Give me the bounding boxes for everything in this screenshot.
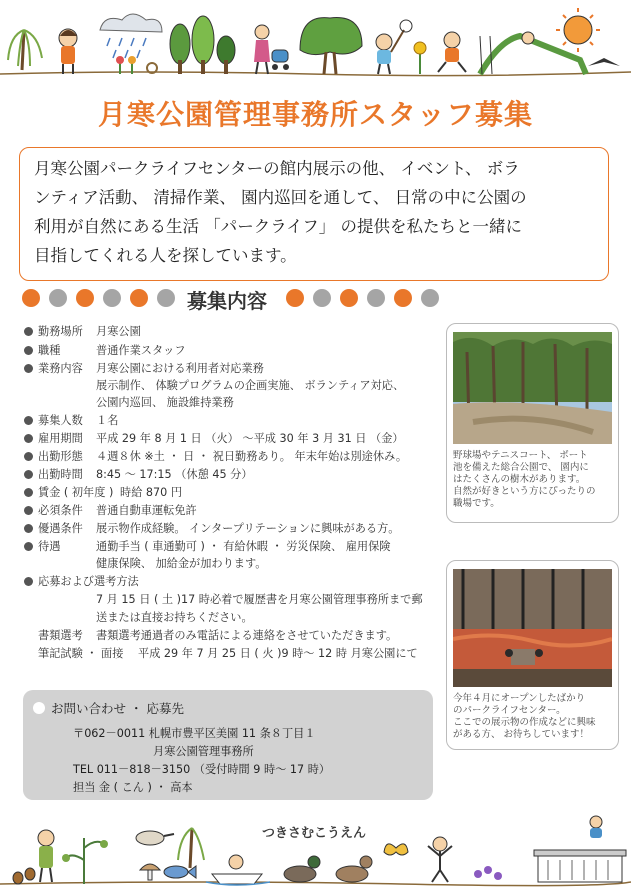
- section-heading: [22, 287, 442, 313]
- detail-value: 展示物作成経験。 インタープリテーションに興味がある方。: [96, 522, 400, 535]
- detail-value: 平成 29 年 7 月 25 日 ( 火 )9 時〜 12 時 月寒公園にて: [138, 647, 418, 660]
- detail-label: 優遇条件: [38, 522, 83, 535]
- caption-line: 池を備えた総合公園で、 園内に: [453, 462, 589, 473]
- park-photo-caption: [453, 450, 596, 510]
- contact-address: 〒062－0011 札幌市豊平区美園 11 条８丁目１: [73, 727, 316, 740]
- detail-value: 通勤手当 ( 車通勤可 ) ・ 有給休暇 ・ 労災保険、 雇用保険: [96, 540, 391, 553]
- detail-label: 出勤形態: [38, 450, 83, 463]
- caption-line: 今年４月にオープンしたばかり: [453, 693, 586, 704]
- caption-line: はたくさんの樹木があります。: [453, 474, 586, 485]
- bullet: [24, 524, 33, 533]
- intro-line: 月寒公園パークライフセンターの館内展示の他、 イベント、 ボラ: [34, 159, 520, 178]
- center-photo-caption: [453, 693, 596, 741]
- park-photo-card: [446, 323, 619, 523]
- decorative-dot: [421, 289, 439, 307]
- intro-box: [19, 147, 609, 281]
- caption-line: 自然が好きという方にぴったりの: [453, 486, 596, 497]
- caption-line: 職場です。: [453, 498, 500, 509]
- contact-tel: TEL 011－818－3150 （受付時間 9 時〜 17 時）: [73, 763, 331, 776]
- park-photo: [453, 332, 612, 444]
- detail-label: 書類選考: [38, 629, 83, 642]
- detail-label: 筆記試験 ・ 面接: [38, 647, 124, 660]
- decorative-dot: [49, 289, 67, 307]
- detail-value: 送または直接お持ちください。: [96, 611, 253, 624]
- caption-line: のパークライフセンター。: [453, 705, 566, 716]
- bullet: [24, 577, 33, 586]
- contact-person: 担当 金 ( こん ) ・ 高本: [73, 781, 193, 794]
- contact-heading: お問い合わせ ・ 応募先: [51, 701, 184, 716]
- detail-value: 月寒公園: [96, 325, 141, 338]
- detail-value: 書類選考通過者のみ電話による連絡をさせていただきます。: [96, 629, 398, 642]
- bullet: [24, 506, 33, 515]
- detail-value: 7 月 15 日 ( 土 )17 時必着で履歴書を月寒公園管理事務所まで郵: [96, 593, 423, 606]
- detail-label: 応募および選考方法: [38, 575, 139, 588]
- detail-value: 健康保険、 加給金が加わります。: [96, 557, 267, 570]
- caption-line: がある方、 お待ちしています！: [453, 729, 590, 740]
- decorative-dot: [286, 289, 304, 307]
- detail-label: 雇用期間: [38, 432, 83, 445]
- page-title: 月寒公園管理事務所スタッフ募集: [97, 98, 533, 131]
- intro-line: 目指してくれる人を探しています。: [34, 246, 297, 265]
- detail-value: 公園内巡回、 施設維持業務: [96, 396, 234, 409]
- detail-value: 平成 29 年 8 月 1 日 （火） 〜平成 30 年 3 月 31 日 （金）: [96, 432, 404, 445]
- bullet: [24, 488, 33, 497]
- park-brand-name: つきさむこうえん: [262, 826, 367, 841]
- decorative-dot: [157, 289, 175, 307]
- detail-value: 展示制作、 体験プログラムの企画実施、 ボランティア対応、: [96, 379, 405, 392]
- contact-box: [23, 690, 433, 800]
- decorative-dot: [367, 289, 385, 307]
- intro-line: 利用が自然にある生活 「パークライフ」 の提供を私たちと一緒に: [34, 217, 522, 236]
- contact-office: 月寒公園管理事務所: [153, 745, 254, 758]
- bullet: [33, 702, 45, 714]
- detail-label: 賃金 ( 初年度 ): [38, 486, 114, 499]
- decorative-dot: [313, 289, 331, 307]
- detail-label: 待遇: [38, 540, 61, 553]
- detail-label: 出勤時間: [38, 468, 83, 481]
- detail-label: 職種: [38, 344, 61, 357]
- top-illustration-banner: [0, 0, 631, 88]
- decorative-dot: [22, 289, 40, 307]
- bullet: [24, 346, 33, 355]
- center-photo-card: [446, 560, 619, 750]
- decorative-dot: [394, 289, 412, 307]
- bullet: [24, 542, 33, 551]
- intro-line: ンティア活動、 清掃作業、 園内巡回を通して、 日常の中に公園の: [34, 188, 527, 207]
- bullet: [24, 327, 33, 336]
- decorative-dot: [130, 289, 148, 307]
- bullet: [24, 416, 33, 425]
- bullet: [24, 434, 33, 443]
- detail-value: 普通作業スタッフ: [96, 344, 186, 357]
- detail-value: 月寒公園における利用者対応業務: [96, 362, 264, 375]
- detail-label: 募集人数: [38, 414, 83, 427]
- detail-value: 普通自動車運転免許: [96, 504, 197, 517]
- section-title: 募集内容: [187, 289, 267, 313]
- decorative-dot: [103, 289, 121, 307]
- park-life-center-building-icon: [534, 850, 626, 882]
- detail-label: 業務内容: [38, 362, 83, 375]
- park-life-center-photo: [453, 569, 612, 687]
- detail-label: 必須条件: [38, 504, 83, 517]
- decorative-dot: [76, 289, 94, 307]
- bullet: [24, 452, 33, 461]
- decorative-dot: [340, 289, 358, 307]
- detail-value: 時給 870 円: [120, 486, 183, 499]
- detail-value: 8:45 〜 17:15 （休憩 45 分）: [96, 468, 253, 481]
- bullet: [24, 364, 33, 373]
- caption-line: 野球場やテニスコート、 ボート: [453, 450, 588, 461]
- bullet: [24, 470, 33, 479]
- detail-label: 勤務場所: [38, 325, 83, 338]
- detail-value: ４週８休 ※土 ・ 日 ・ 祝日勤務あり。 年末年始は別途休み。: [96, 450, 408, 463]
- caption-line: ここでの展示物の作成などに興味: [453, 717, 596, 728]
- detail-value: １名: [96, 414, 119, 427]
